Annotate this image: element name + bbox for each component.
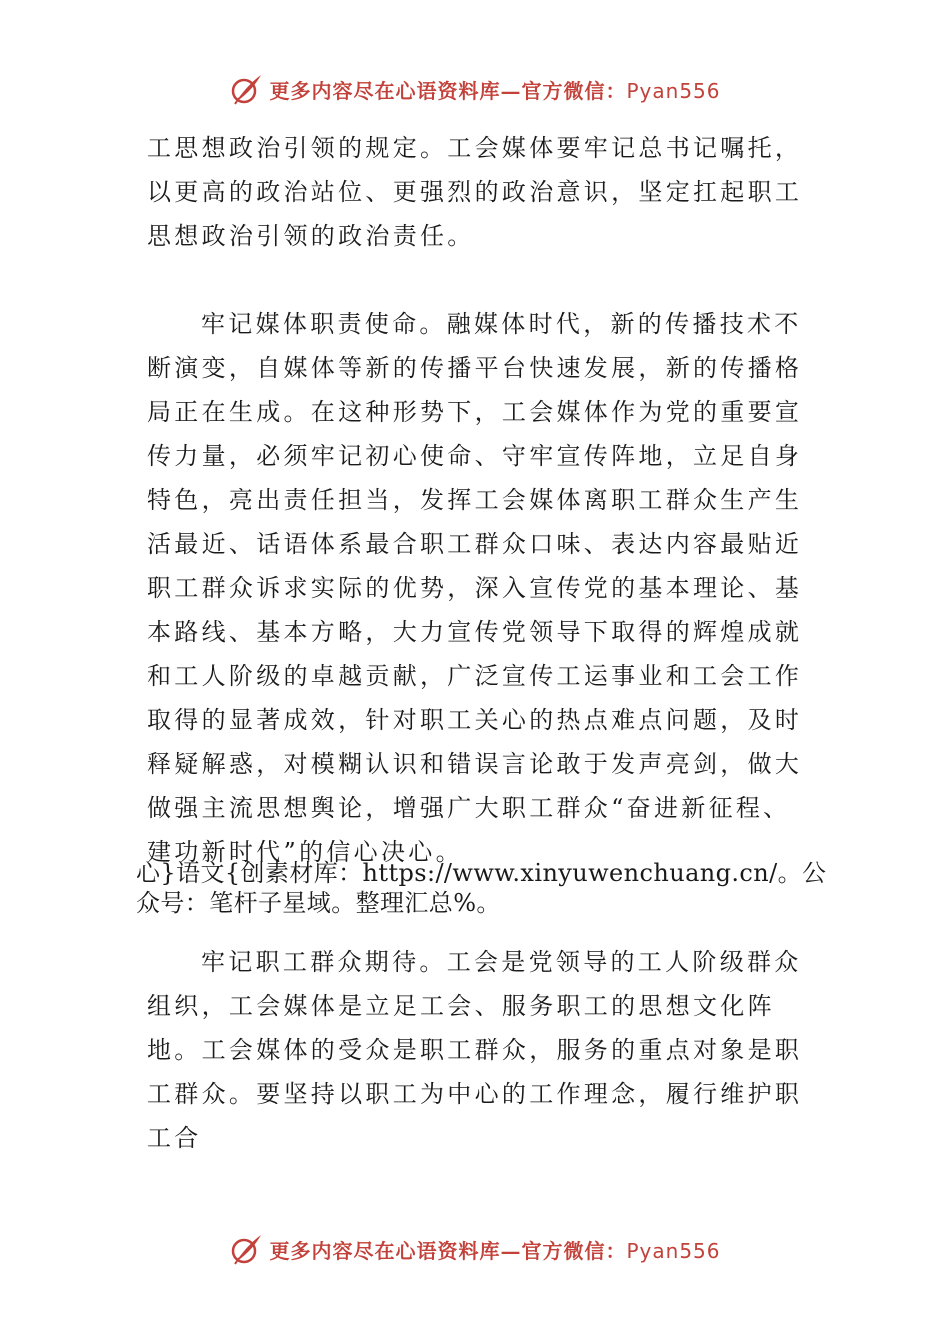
header-text: 更多内容尽在心语资料库—官方微信：Pyan556 <box>269 78 721 103</box>
page-header <box>0 72 950 112</box>
quill-logo-icon <box>229 1232 263 1266</box>
quill-logo-icon <box>229 72 263 106</box>
footer-text: 更多内容尽在心语资料库—官方微信：Pyan556 <box>269 1238 721 1263</box>
paragraph-continuation: 工思想政治引领的规定。工会媒体要牢记总书记嘱托，以更高的政治站位、更强烈的政治意识，坚定扛起职工思想政治引领的政治责任。 <box>147 134 803 250</box>
page-footer <box>0 1232 950 1272</box>
paragraph-media-mission: 牢记媒体职责使命。融媒体时代，新的传播技术不断演变，自媒体等新的传播平台快速发展，新的传播格局正在生成。在这种形势下，工会媒体作为党的重要宣传力量，必须牢记初心使命、守牢宣传阵地，立足自身特色，亮出责任担当，发挥工会媒体离职工群众生产生活最近、话语体系最合职工群众口味、表达内容最贴近职工群众诉求实际的优势，深入宣传党的基本理论、基本路线、基本方略，大力宣传党领导下取得的辉煌成就和工人阶级的卓越贡献，广泛宣传工运事业和工会工作取得的显著成效，针对职工关心的热点难点问题，及时释疑解惑，对模糊认识和错误言论敢于发声亮剑，做大做强主流思想舆论，增强广大职工群众“奋进新征程、建功新时代”的信心决心。 <box>147 310 803 866</box>
header-wechat-id: Pyan556 <box>626 78 721 103</box>
source-note: 心}语文{创素材库：https://www.xinyuwenchuang.cn/。公众号：笔杆子星域。整理汇总%。 <box>136 859 827 917</box>
footer-wechat-id: Pyan556 <box>626 1238 721 1263</box>
paragraph-worker-expectations: 牢记职工群众期待。工会是党领导的工人阶级群众组织，工会媒体是立足工会、服务职工的思想文化阵地。工会媒体的受众是职工群众，服务的重点对象是职工群众。要坚持以职工为中心的工作理念，履行维护职工合 <box>147 948 803 1152</box>
